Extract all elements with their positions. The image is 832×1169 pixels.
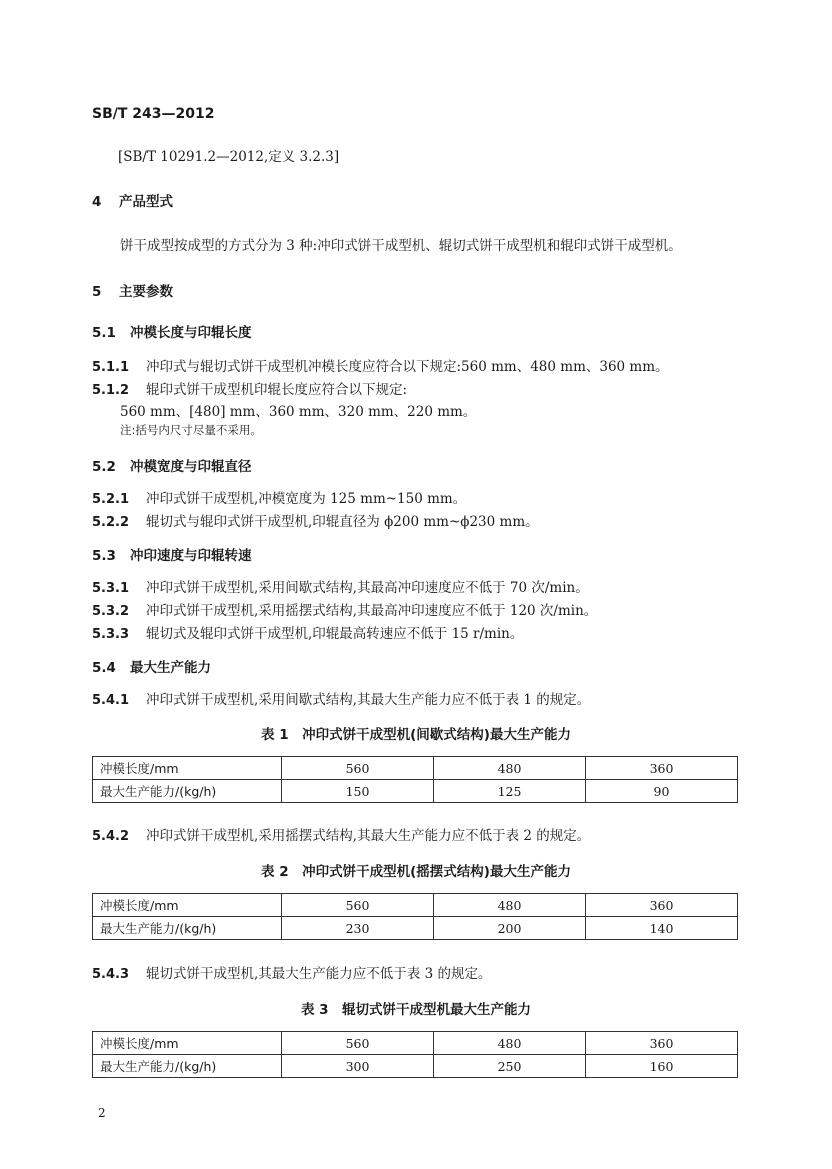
clause-number: 5.2.1: [92, 492, 130, 507]
table-row: [93, 917, 738, 940]
clause-number: 5.1.2: [92, 383, 130, 398]
table-cell: 200: [434, 917, 586, 940]
table-row: [93, 894, 738, 917]
clause-text: 冲印式饼干成型机,采用间歇式结构,其最大生产能力应不低于表 1 的规定。: [146, 692, 591, 708]
table-3-caption: 表 3 辊切式饼干成型机最大生产能力: [300, 1002, 532, 1018]
table-row: [93, 1055, 738, 1078]
table-cell: 360: [586, 757, 738, 780]
clause-number: 5.4.2: [92, 829, 130, 844]
table-1: [92, 756, 738, 803]
table-2: [92, 893, 738, 940]
clause-text: 冲印式饼干成型机,采用间歇式结构,其最高冲印速度应不低于 70 次/min。: [146, 580, 589, 596]
table-cell: 480: [434, 894, 586, 917]
section-4-heading: [92, 190, 173, 210]
clause-5-3-3: [92, 622, 523, 642]
clause-5-1-2: [92, 378, 407, 398]
clause-5-2-2: [92, 510, 539, 530]
subsection-5-1-heading: [92, 321, 252, 341]
table-cell: 560: [282, 894, 434, 917]
clause-number: 5.3.1: [92, 581, 130, 596]
table-row: [93, 1032, 738, 1055]
clause-5-3-1: [92, 576, 589, 596]
section-number: 5: [92, 284, 102, 300]
table-cell: 300: [282, 1055, 434, 1078]
row-label: 冲模长度/mm: [93, 894, 282, 917]
table-cell: 150: [282, 780, 434, 803]
row-label: 冲模长度/mm: [93, 1032, 282, 1055]
clause-number: 5.3.2: [92, 604, 130, 619]
subsection-title: 冲模宽度与印辊直径: [130, 459, 252, 475]
table-cell: 360: [586, 894, 738, 917]
table-row: [93, 780, 738, 803]
clause-text: 辊印式饼干成型机印辊长度应符合以下规定:: [146, 382, 408, 398]
subsection-title: 最大生产能力: [130, 660, 211, 676]
table-cell: 125: [434, 780, 586, 803]
table-cell: 230: [282, 917, 434, 940]
subsection-title: 冲印速度与印辊转速: [130, 548, 252, 564]
table-cell: 140: [586, 917, 738, 940]
table-2-caption: 表 2 冲印式饼干成型机(摇摆式结构)最大生产能力: [261, 864, 571, 880]
subsection-number: 5.3: [92, 548, 116, 564]
clause-text: 辊切式及辊印式饼干成型机,印辊最高转速应不低于 15 r/min。: [146, 626, 524, 642]
table-cell: 560: [282, 1032, 434, 1055]
table-3: [92, 1031, 738, 1078]
section-5-heading: [92, 280, 173, 300]
clause-number: 5.2.2: [92, 515, 130, 530]
section-title: 产品型式: [119, 194, 173, 210]
clause-text: 辊切式饼干成型机,其最大生产能力应不低于表 3 的规定。: [146, 966, 492, 982]
clause-text: 冲印式饼干成型机,冲模宽度为 125 mm~150 mm。: [146, 491, 467, 507]
row-label: 最大生产能力/(kg/h): [93, 780, 282, 803]
standard-code: SB/T 243—2012: [92, 106, 215, 122]
section-title: 主要参数: [119, 284, 173, 300]
clause-5-1-2-continuation: 560 mm、[480] mm、360 mm、320 mm、220 mm。: [120, 404, 477, 420]
clause-number: 5.3.3: [92, 627, 130, 642]
clause-5-4-3: [92, 962, 491, 982]
row-label: 最大生产能力/(kg/h): [93, 917, 282, 940]
clause-5-4-2: [92, 824, 590, 844]
table-cell: 90: [586, 780, 738, 803]
clause-text: 冲印式与辊切式饼干成型机冲模长度应符合以下规定:560 mm、480 mm、360 mm。: [146, 359, 669, 375]
clause-5-3-2: [92, 599, 597, 619]
clause-text: 冲印式饼干成型机,采用摇摆式结构,其最高冲印速度应不低于 120 次/min。: [146, 603, 598, 619]
clause-number: 5.4.3: [92, 967, 130, 982]
table-cell: 360: [586, 1032, 738, 1055]
reference-citation: [SB/T 10291.2—2012,定义 3.2.3]: [118, 149, 340, 165]
section-number: 4: [92, 194, 102, 210]
table-cell: 560: [282, 757, 434, 780]
section-4-body: 饼干成型按成型的方式分为 3 种:冲印式饼干成型机、辊切式饼干成型机和辊印式饼干成型机。: [120, 238, 682, 254]
page-number: 2: [98, 1106, 106, 1120]
subsection-number: 5.4: [92, 660, 116, 676]
table-1-caption: 表 1 冲印式饼干成型机(间歇式结构)最大生产能力: [261, 727, 571, 743]
table-row: [93, 757, 738, 780]
clause-text: 辊切式与辊印式饼干成型机,印辊直径为 ϕ200 mm~ϕ230 mm。: [146, 514, 539, 530]
clause-number: 5.1.1: [92, 360, 130, 375]
row-label: 最大生产能力/(kg/h): [93, 1055, 282, 1078]
note: 注:括号内尺寸尽量不采用。: [120, 423, 262, 437]
subsection-number: 5.2: [92, 459, 116, 475]
table-cell: 480: [434, 757, 586, 780]
row-label: 冲模长度/mm: [93, 757, 282, 780]
clause-text: 冲印式饼干成型机,采用摇摆式结构,其最大生产能力应不低于表 2 的规定。: [146, 828, 591, 844]
table-cell: 480: [434, 1032, 586, 1055]
clause-number: 5.4.1: [92, 693, 130, 708]
clause-5-2-1: [92, 487, 466, 507]
subsection-number: 5.1: [92, 325, 116, 341]
subsection-5-2-heading: [92, 455, 252, 475]
table-cell: 250: [434, 1055, 586, 1078]
clause-5-4-1: [92, 688, 590, 708]
table-cell: 160: [586, 1055, 738, 1078]
clause-5-1-1: [92, 355, 669, 375]
subsection-5-3-heading: [92, 544, 252, 564]
subsection-5-4-heading: [92, 656, 211, 676]
subsection-title: 冲模长度与印辊长度: [130, 325, 252, 341]
